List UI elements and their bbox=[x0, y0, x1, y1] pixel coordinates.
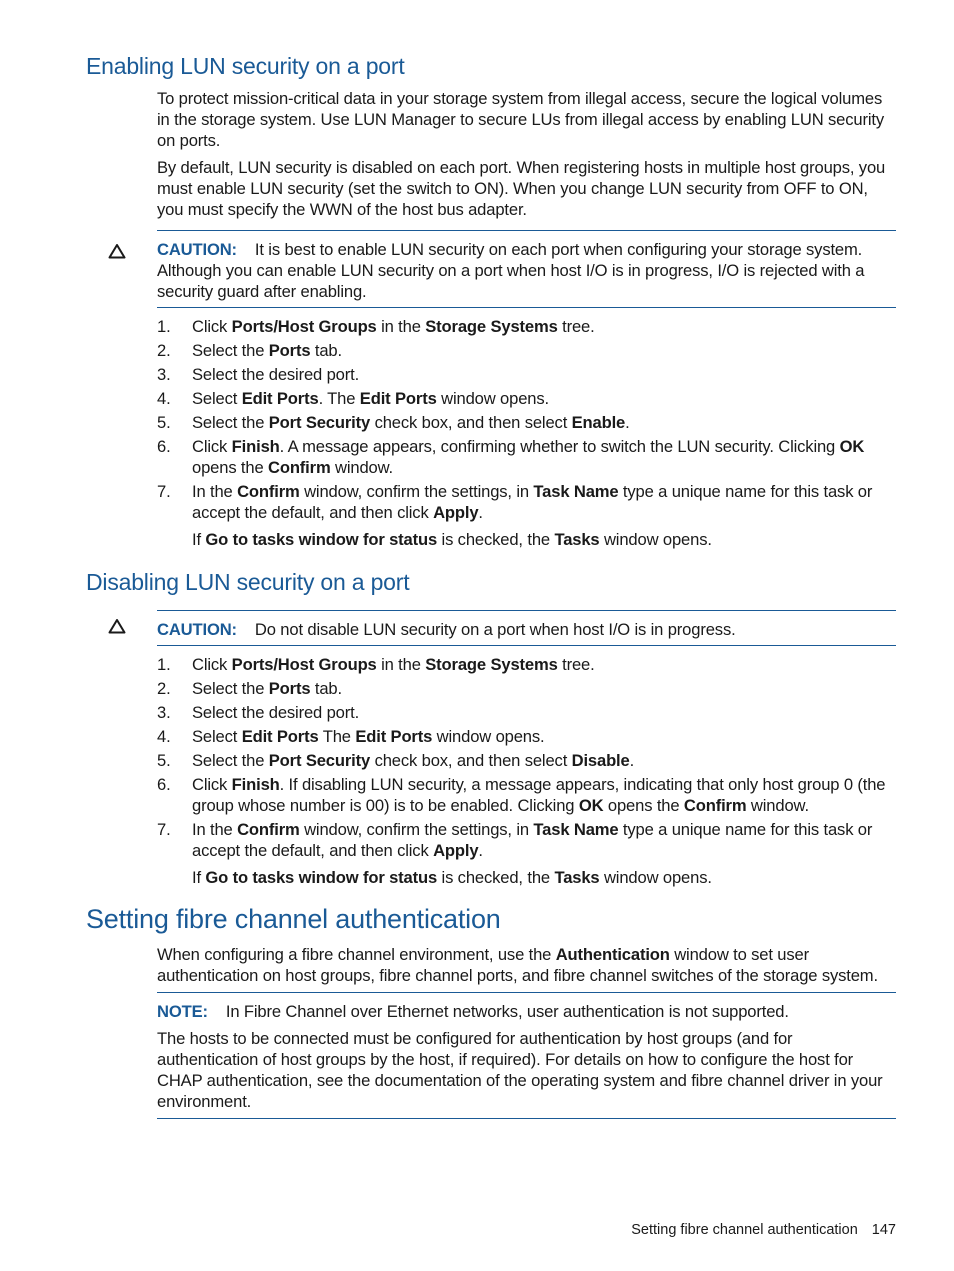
list-item bbox=[157, 726, 897, 747]
text-run: tab. bbox=[310, 679, 342, 698]
text-run: Select bbox=[192, 727, 242, 746]
steps-list-enabling bbox=[157, 316, 897, 526]
text-run: Select the bbox=[192, 679, 269, 698]
caution-label: CAUTION: bbox=[157, 620, 237, 639]
caution-triangle-icon bbox=[108, 618, 126, 634]
ui-term: Finish bbox=[231, 775, 280, 794]
text-run: check box, and then select bbox=[370, 751, 572, 770]
text-run: Click bbox=[192, 437, 232, 456]
caution-bottom-rule bbox=[157, 307, 896, 308]
step-number: 5. bbox=[157, 413, 171, 432]
section-heading-disabling-lun-security: Disabling LUN security on a port bbox=[86, 569, 410, 595]
step-number: 3. bbox=[157, 365, 171, 384]
ui-term: Port Security bbox=[268, 413, 371, 432]
text-run: opens the bbox=[192, 458, 268, 477]
text-run: in the bbox=[376, 655, 426, 674]
page-number: 147 bbox=[871, 1222, 896, 1238]
ui-term: Tasks bbox=[554, 530, 600, 549]
text-run: . If disabling LUN security, a message appears, indicating that only host group 0 (the group whose number is 00) is to be enabled. Clicking bbox=[192, 775, 886, 815]
text-run: The bbox=[318, 727, 356, 746]
text-run: window opens. bbox=[599, 868, 712, 887]
step-number: 7. bbox=[157, 482, 171, 501]
text-run: Select the bbox=[192, 413, 269, 432]
list-item bbox=[157, 702, 897, 723]
page-footer bbox=[631, 1222, 896, 1238]
caution-bottom-rule bbox=[157, 645, 896, 646]
section-end-rule bbox=[157, 1118, 896, 1119]
text-run: Click bbox=[192, 317, 232, 336]
text-run: window, confirm the settings, in bbox=[299, 820, 534, 839]
note-label: NOTE: bbox=[157, 1002, 208, 1021]
text-run: window, confirm the settings, in bbox=[299, 482, 534, 501]
text-run: Click bbox=[192, 655, 232, 674]
text-run: . bbox=[625, 413, 630, 432]
list-item bbox=[157, 678, 897, 699]
steps-followup-note bbox=[192, 529, 892, 550]
text-run: window opens. bbox=[432, 727, 545, 746]
ui-term: Storage Systems bbox=[425, 317, 558, 336]
list-item bbox=[157, 316, 897, 337]
list-item bbox=[157, 340, 897, 361]
ui-term: Task Name bbox=[533, 820, 619, 839]
step-number: 1. bbox=[157, 655, 171, 674]
text-run: type a unique name for this task or accept the default, and then click bbox=[192, 482, 873, 522]
paragraph-intro: To protect mission-critical data in your storage system from illegal access, secure the logical volumes in the storage system. Use LUN Manager to secure LUs from illegal access by enabling LUN security on ports. bbox=[157, 89, 884, 150]
step-number: 5. bbox=[157, 751, 171, 770]
ui-term: Go to tasks window for status bbox=[205, 868, 438, 887]
section-heading-enabling-lun-security: Enabling LUN security on a port bbox=[86, 53, 405, 79]
ui-term: OK bbox=[578, 796, 604, 815]
ui-term: Authentication bbox=[555, 945, 670, 964]
note-text: In Fibre Channel over Ethernet networks, user authentication is not supported. bbox=[225, 1002, 789, 1021]
text-run: Click bbox=[192, 775, 232, 794]
text-run: check box, and then select bbox=[370, 413, 572, 432]
caution-label: CAUTION: bbox=[157, 240, 237, 259]
ui-term: Edit Ports bbox=[241, 727, 319, 746]
text-run: window opens. bbox=[599, 530, 712, 549]
caution-top-rule bbox=[157, 610, 896, 611]
list-item bbox=[157, 412, 897, 433]
text-run: . A message appears, confirming whether to switch the LUN security. Clicking bbox=[279, 437, 840, 456]
step-number: 2. bbox=[157, 679, 171, 698]
text-run: Select the desired port. bbox=[192, 365, 360, 384]
step-number: 2. bbox=[157, 341, 171, 360]
text-run: If bbox=[192, 530, 206, 549]
text-run: In the bbox=[192, 820, 238, 839]
list-item bbox=[157, 388, 897, 409]
text-run: window. bbox=[330, 458, 394, 477]
caution-block-enabling bbox=[157, 239, 897, 302]
section-heading-fibre-channel-authentication: Setting fibre channel authentication bbox=[86, 904, 501, 934]
ui-term: OK bbox=[839, 437, 865, 456]
text-run: If bbox=[192, 868, 206, 887]
text-run: . bbox=[478, 841, 483, 860]
steps-followup-note bbox=[192, 867, 892, 888]
text-run: When configuring a fibre channel environment, use the bbox=[157, 945, 556, 964]
caution-block-disabling bbox=[157, 619, 897, 640]
ui-term: Tasks bbox=[554, 868, 600, 887]
text-run: . bbox=[629, 751, 635, 770]
text-run: Select the desired port. bbox=[192, 703, 360, 722]
text-run: tree. bbox=[557, 317, 595, 336]
note-block bbox=[157, 1001, 897, 1022]
ui-term: Apply bbox=[433, 841, 479, 860]
text-run: tab. bbox=[310, 341, 342, 360]
note-top-rule bbox=[157, 992, 896, 993]
text-run: Select the bbox=[192, 751, 269, 770]
paragraph-host-authentication: The hosts to be connected must be configured for authentication by host groups (and for authentication of host groups by the host, if required). For details on how to configure the host for CHAP authentication, see the documentation of the operating system and fibre channel driver in your environment. bbox=[157, 1029, 883, 1111]
text-run: tree. bbox=[557, 655, 595, 674]
ui-term: Edit Ports bbox=[355, 727, 433, 746]
list-item bbox=[157, 481, 897, 523]
step-number: 4. bbox=[157, 389, 171, 408]
ui-term: Confirm bbox=[237, 482, 300, 501]
paragraph-authentication-intro bbox=[157, 944, 897, 986]
step-number: 3. bbox=[157, 703, 171, 722]
ui-term: Port Security bbox=[268, 751, 371, 770]
step-number: 6. bbox=[157, 775, 171, 794]
ui-term: Ports bbox=[268, 341, 311, 360]
list-item bbox=[157, 774, 897, 816]
step-number: 1. bbox=[157, 317, 171, 336]
caution-triangle-icon bbox=[108, 243, 126, 259]
ui-term: Edit Ports bbox=[241, 389, 319, 408]
step-number: 6. bbox=[157, 437, 171, 456]
ui-term: Go to tasks window for status bbox=[205, 530, 438, 549]
caution-top-rule bbox=[157, 230, 896, 231]
paragraph-default: By default, LUN security is disabled on each port. When registering hosts in multiple host groups, you must enable LUN security (set the switch to ON). When you change LUN security from OFF to ON, you must specify the WWN of the host bus adapter. bbox=[157, 158, 886, 219]
step-number: 4. bbox=[157, 727, 171, 746]
ui-term: Finish bbox=[231, 437, 280, 456]
ui-term: Edit Ports bbox=[359, 389, 437, 408]
step-number: 7. bbox=[157, 820, 171, 839]
text-run: type a unique name for this task or accept the default, and then click bbox=[192, 820, 873, 860]
ui-term: Ports/Host Groups bbox=[231, 317, 377, 336]
text-run: Select the bbox=[192, 341, 269, 360]
text-run: window to set user authentication on host groups, fibre channel ports, and fibre channel switches of the storage system. bbox=[157, 945, 878, 985]
ui-term: Confirm bbox=[237, 820, 300, 839]
list-item bbox=[157, 364, 897, 385]
text-run: opens the bbox=[603, 796, 684, 815]
ui-term: Confirm bbox=[683, 796, 747, 815]
text-run: . The bbox=[318, 389, 360, 408]
ui-term: Apply bbox=[433, 503, 479, 522]
caution-text: It is best to enable LUN security on each port when configuring your storage system. Although you can enable LUN security on a port when host I/O is in progress, I/O is rejected with a security guard after enabling. bbox=[157, 240, 865, 301]
ui-term: Storage Systems bbox=[425, 655, 558, 674]
ui-term: Task Name bbox=[533, 482, 619, 501]
text-run: In the bbox=[192, 482, 238, 501]
caution-text: Do not disable LUN security on a port when host I/O is in progress. bbox=[254, 620, 736, 639]
text-run: window. bbox=[746, 796, 809, 815]
text-run: Select bbox=[192, 389, 242, 408]
ui-term: Ports/Host Groups bbox=[231, 655, 377, 674]
ui-term: Confirm bbox=[268, 458, 331, 477]
list-item bbox=[157, 750, 897, 771]
text-run: in the bbox=[376, 317, 426, 336]
ui-term: Disable bbox=[571, 751, 630, 770]
ui-term: Enable bbox=[571, 413, 626, 432]
steps-list-disabling bbox=[157, 654, 897, 864]
footer-title: Setting fibre channel authentication bbox=[631, 1222, 858, 1238]
text-run: is checked, the bbox=[437, 530, 555, 549]
list-item bbox=[157, 654, 897, 675]
list-item bbox=[157, 436, 897, 478]
text-run: is checked, the bbox=[437, 868, 555, 887]
text-run: . bbox=[478, 503, 483, 522]
ui-term: Ports bbox=[268, 679, 311, 698]
text-run: window opens. bbox=[436, 389, 549, 408]
list-item bbox=[157, 819, 897, 861]
